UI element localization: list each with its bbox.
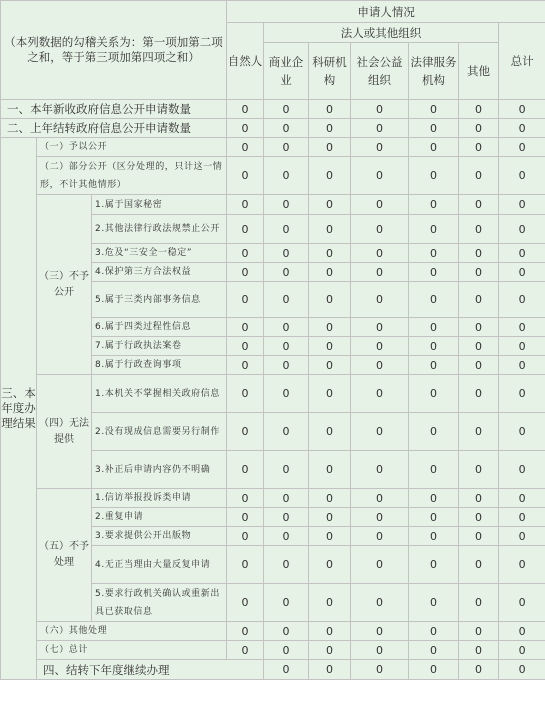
item-not-disclosed: 4.保护第三方合法权益 [92,263,227,282]
value-cell: 0 [409,318,459,337]
value-cell: 0 [309,100,351,119]
value-cell: 0 [227,641,264,660]
value-cell: 0 [309,138,351,157]
table-row [1,375,545,413]
table-row [1,489,545,508]
value-cell: 0 [227,337,264,356]
value-cell: 0 [499,546,545,584]
row-total: （七）总计 [37,641,227,660]
value-cell: 0 [264,660,309,680]
value-cell: 0 [459,138,499,157]
value-cell: 0 [351,375,409,413]
value-cell: 0 [351,215,409,244]
table-row [1,622,545,641]
col-public-welfare: 社会公益组织 [351,43,409,100]
value-cell: 0 [409,100,459,119]
value-cell: 0 [351,641,409,660]
value-cell: 0 [459,660,499,680]
value-cell: 0 [264,318,309,337]
section-results-label: 三、本年度办理结果 [1,138,37,680]
value-cell: 0 [227,546,264,584]
value-cell: 0 [351,356,409,375]
item-unable-to-provide: 2.没有现成信息需要另行制作 [92,413,227,451]
value-cell: 0 [351,100,409,119]
item-not-disclosed: 3.危及“三安全一稳定” [92,244,227,263]
value-cell: 0 [309,451,351,489]
value-cell: 0 [459,282,499,318]
row-partially-disclosed: （二）部分公开（区分处理的，只计这一情形，不计其他情形） [37,157,227,195]
value-cell: 0 [499,318,545,337]
value-cell: 0 [409,375,459,413]
value-cell: 0 [351,244,409,263]
value-cell: 0 [499,508,545,527]
value-cell: 0 [499,195,545,215]
value-cell: 0 [409,244,459,263]
value-cell: 0 [351,489,409,508]
value-cell: 0 [499,100,545,119]
value-cell: 0 [264,157,309,195]
value-cell: 0 [309,215,351,244]
value-cell: 0 [264,622,309,641]
value-cell: 0 [499,244,545,263]
value-cell: 0 [351,527,409,546]
value-cell: 0 [227,489,264,508]
row-carry-forward: 四、结转下年度继续办理 [37,660,264,680]
value-cell: 0 [409,508,459,527]
value-cell: 0 [264,263,309,282]
item-unable-to-provide: 3.补正后申请内容仍不明确 [92,451,227,489]
value-cell: 0 [264,641,309,660]
value-cell: 0 [499,356,545,375]
value-cell: 0 [409,157,459,195]
value-cell: 0 [227,157,264,195]
value-cell: 0 [309,660,351,680]
value-cell: 0 [351,138,409,157]
value-cell: 0 [227,244,264,263]
value-cell: 0 [459,244,499,263]
natural-person-header: 自然人 [227,23,264,100]
value-cell: 0 [309,119,351,138]
group-not-disclosed: （三）不予公开 [37,195,92,375]
value-cell: 0 [409,641,459,660]
value-cell: 0 [309,356,351,375]
value-cell: 0 [309,282,351,318]
value-cell: 0 [351,119,409,138]
col-research: 科研机构 [309,43,351,100]
value-cell: 0 [499,413,545,451]
value-cell: 0 [351,263,409,282]
item-not-disclosed: 1.属于国家秘密 [92,195,227,215]
item-not-processed: 1.信访举报投诉类申请 [92,489,227,508]
value-cell: 0 [309,195,351,215]
table-row [1,119,545,138]
legal-group-header: 法人或其他组织 [264,23,499,43]
value-cell: 0 [459,356,499,375]
row-new-requests: 一、本年新收政府信息公开申请数量 [1,100,227,119]
value-cell: 0 [351,584,409,622]
value-cell: 0 [409,337,459,356]
value-cell: 0 [227,622,264,641]
value-cell: 0 [227,413,264,451]
value-cell: 0 [264,282,309,318]
value-cell: 0 [227,195,264,215]
value-cell: 0 [409,215,459,244]
value-cell: 0 [309,157,351,195]
value-cell: 0 [499,282,545,318]
row-other-handling: （六）其他处理 [37,622,227,641]
value-cell: 0 [351,318,409,337]
value-cell: 0 [264,100,309,119]
row-carried-over: 二、上年结转政府信息公开申请数量 [1,119,227,138]
value-cell: 0 [351,282,409,318]
value-cell: 0 [309,489,351,508]
value-cell: 0 [459,508,499,527]
value-cell: 0 [409,195,459,215]
value-cell: 0 [459,263,499,282]
value-cell: 0 [264,489,309,508]
value-cell: 0 [459,584,499,622]
value-cell: 0 [264,244,309,263]
value-cell: 0 [264,546,309,584]
value-cell: 0 [499,527,545,546]
table-row [1,157,545,195]
value-cell: 0 [459,119,499,138]
item-not-processed: 3.要求提供公开出版物 [92,527,227,546]
value-cell: 0 [459,527,499,546]
value-cell: 0 [309,508,351,527]
value-cell: 0 [459,546,499,584]
value-cell: 0 [351,195,409,215]
value-cell: 0 [459,100,499,119]
group-not-processed: （五）不予处理 [37,489,92,622]
value-cell: 0 [264,413,309,451]
group-unable-to-provide: （四）无法提供 [37,375,92,489]
value-cell: 0 [409,413,459,451]
value-cell: 0 [459,337,499,356]
value-cell: 0 [409,546,459,584]
value-cell: 0 [227,375,264,413]
value-cell: 0 [227,263,264,282]
value-cell: 0 [227,584,264,622]
value-cell: 0 [264,337,309,356]
value-cell: 0 [459,318,499,337]
col-legal-service: 法律服务机构 [409,43,459,100]
value-cell: 0 [309,263,351,282]
value-cell: 0 [459,375,499,413]
value-cell: 0 [499,489,545,508]
value-cell: 0 [459,451,499,489]
value-cell: 0 [351,337,409,356]
item-unable-to-provide: 1.本机关不掌握相关政府信息 [92,375,227,413]
value-cell: 0 [351,622,409,641]
value-cell: 0 [459,157,499,195]
value-cell: 0 [499,375,545,413]
value-cell: 0 [409,489,459,508]
value-cell: 0 [227,215,264,244]
value-cell: 0 [409,451,459,489]
item-not-disclosed: 5.属于三类内部事务信息 [92,282,227,318]
value-cell: 0 [409,263,459,282]
value-cell: 0 [309,641,351,660]
value-cell: 0 [499,119,545,138]
value-cell: 0 [309,318,351,337]
value-cell: 0 [409,660,459,680]
row-disclosed: （一）予以公开 [37,138,227,157]
value-cell: 0 [227,138,264,157]
value-cell: 0 [459,641,499,660]
value-cell: 0 [227,451,264,489]
item-not-processed: 5.要求行政机关确认或重新出具已获取信息 [92,584,227,622]
value-cell: 0 [459,195,499,215]
applicant-situation-header: 申请人情况 [227,1,545,23]
table-row [1,660,545,680]
value-cell: 0 [499,660,545,680]
col-other: 其他 [459,43,499,100]
value-cell: 0 [459,413,499,451]
value-cell: 0 [309,375,351,413]
value-cell: 0 [409,138,459,157]
value-cell: 0 [264,508,309,527]
value-cell: 0 [351,546,409,584]
item-not-disclosed: 2.其他法律行政法规禁止公开 [92,215,227,244]
value-cell: 0 [499,337,545,356]
value-cell: 0 [264,451,309,489]
item-not-disclosed: 7.属于行政执法案卷 [92,337,227,356]
value-cell: 0 [499,584,545,622]
value-cell: 0 [459,622,499,641]
item-not-processed: 4.无正当理由大量反复申请 [92,546,227,584]
col-commercial: 商业企业 [264,43,309,100]
value-cell: 0 [409,584,459,622]
value-cell: 0 [309,244,351,263]
value-cell: 0 [499,622,545,641]
value-cell: 0 [351,451,409,489]
value-cell: 0 [309,413,351,451]
item-not-disclosed: 8.属于行政查询事项 [92,356,227,375]
total-header: 总计 [499,23,545,100]
value-cell: 0 [227,356,264,375]
value-cell: 0 [409,527,459,546]
value-cell: 0 [264,527,309,546]
value-cell: 0 [309,546,351,584]
item-not-processed: 2.重复申请 [92,508,227,527]
value-cell: 0 [227,527,264,546]
value-cell: 0 [309,584,351,622]
value-cell: 0 [499,157,545,195]
item-not-disclosed: 6.属于四类过程性信息 [92,318,227,337]
value-cell: 0 [409,282,459,318]
value-cell: 0 [351,157,409,195]
value-cell: 0 [459,215,499,244]
value-cell: 0 [499,215,545,244]
value-cell: 0 [309,527,351,546]
value-cell: 0 [227,282,264,318]
formula-note: （本列数据的勾稽关系为：第一项加第二项之和，等于第三项加第四项之和） [1,1,227,100]
value-cell: 0 [459,489,499,508]
value-cell: 0 [264,356,309,375]
table-row [1,138,545,157]
value-cell: 0 [351,508,409,527]
value-cell: 0 [264,195,309,215]
value-cell: 0 [227,119,264,138]
value-cell: 0 [227,508,264,527]
value-cell: 0 [499,263,545,282]
value-cell: 0 [264,215,309,244]
value-cell: 0 [227,100,264,119]
value-cell: 0 [264,584,309,622]
table-row [1,641,545,660]
value-cell: 0 [409,622,459,641]
value-cell: 0 [264,375,309,413]
value-cell: 0 [351,413,409,451]
value-cell: 0 [264,138,309,157]
value-cell: 0 [264,119,309,138]
value-cell: 0 [309,337,351,356]
value-cell: 0 [309,622,351,641]
value-cell: 0 [499,138,545,157]
value-cell: 0 [351,660,409,680]
value-cell: 0 [499,641,545,660]
table-row [1,195,545,215]
value-cell: 0 [409,119,459,138]
value-cell: 0 [499,451,545,489]
value-cell: 0 [227,318,264,337]
table-row [1,100,545,119]
value-cell: 0 [409,356,459,375]
